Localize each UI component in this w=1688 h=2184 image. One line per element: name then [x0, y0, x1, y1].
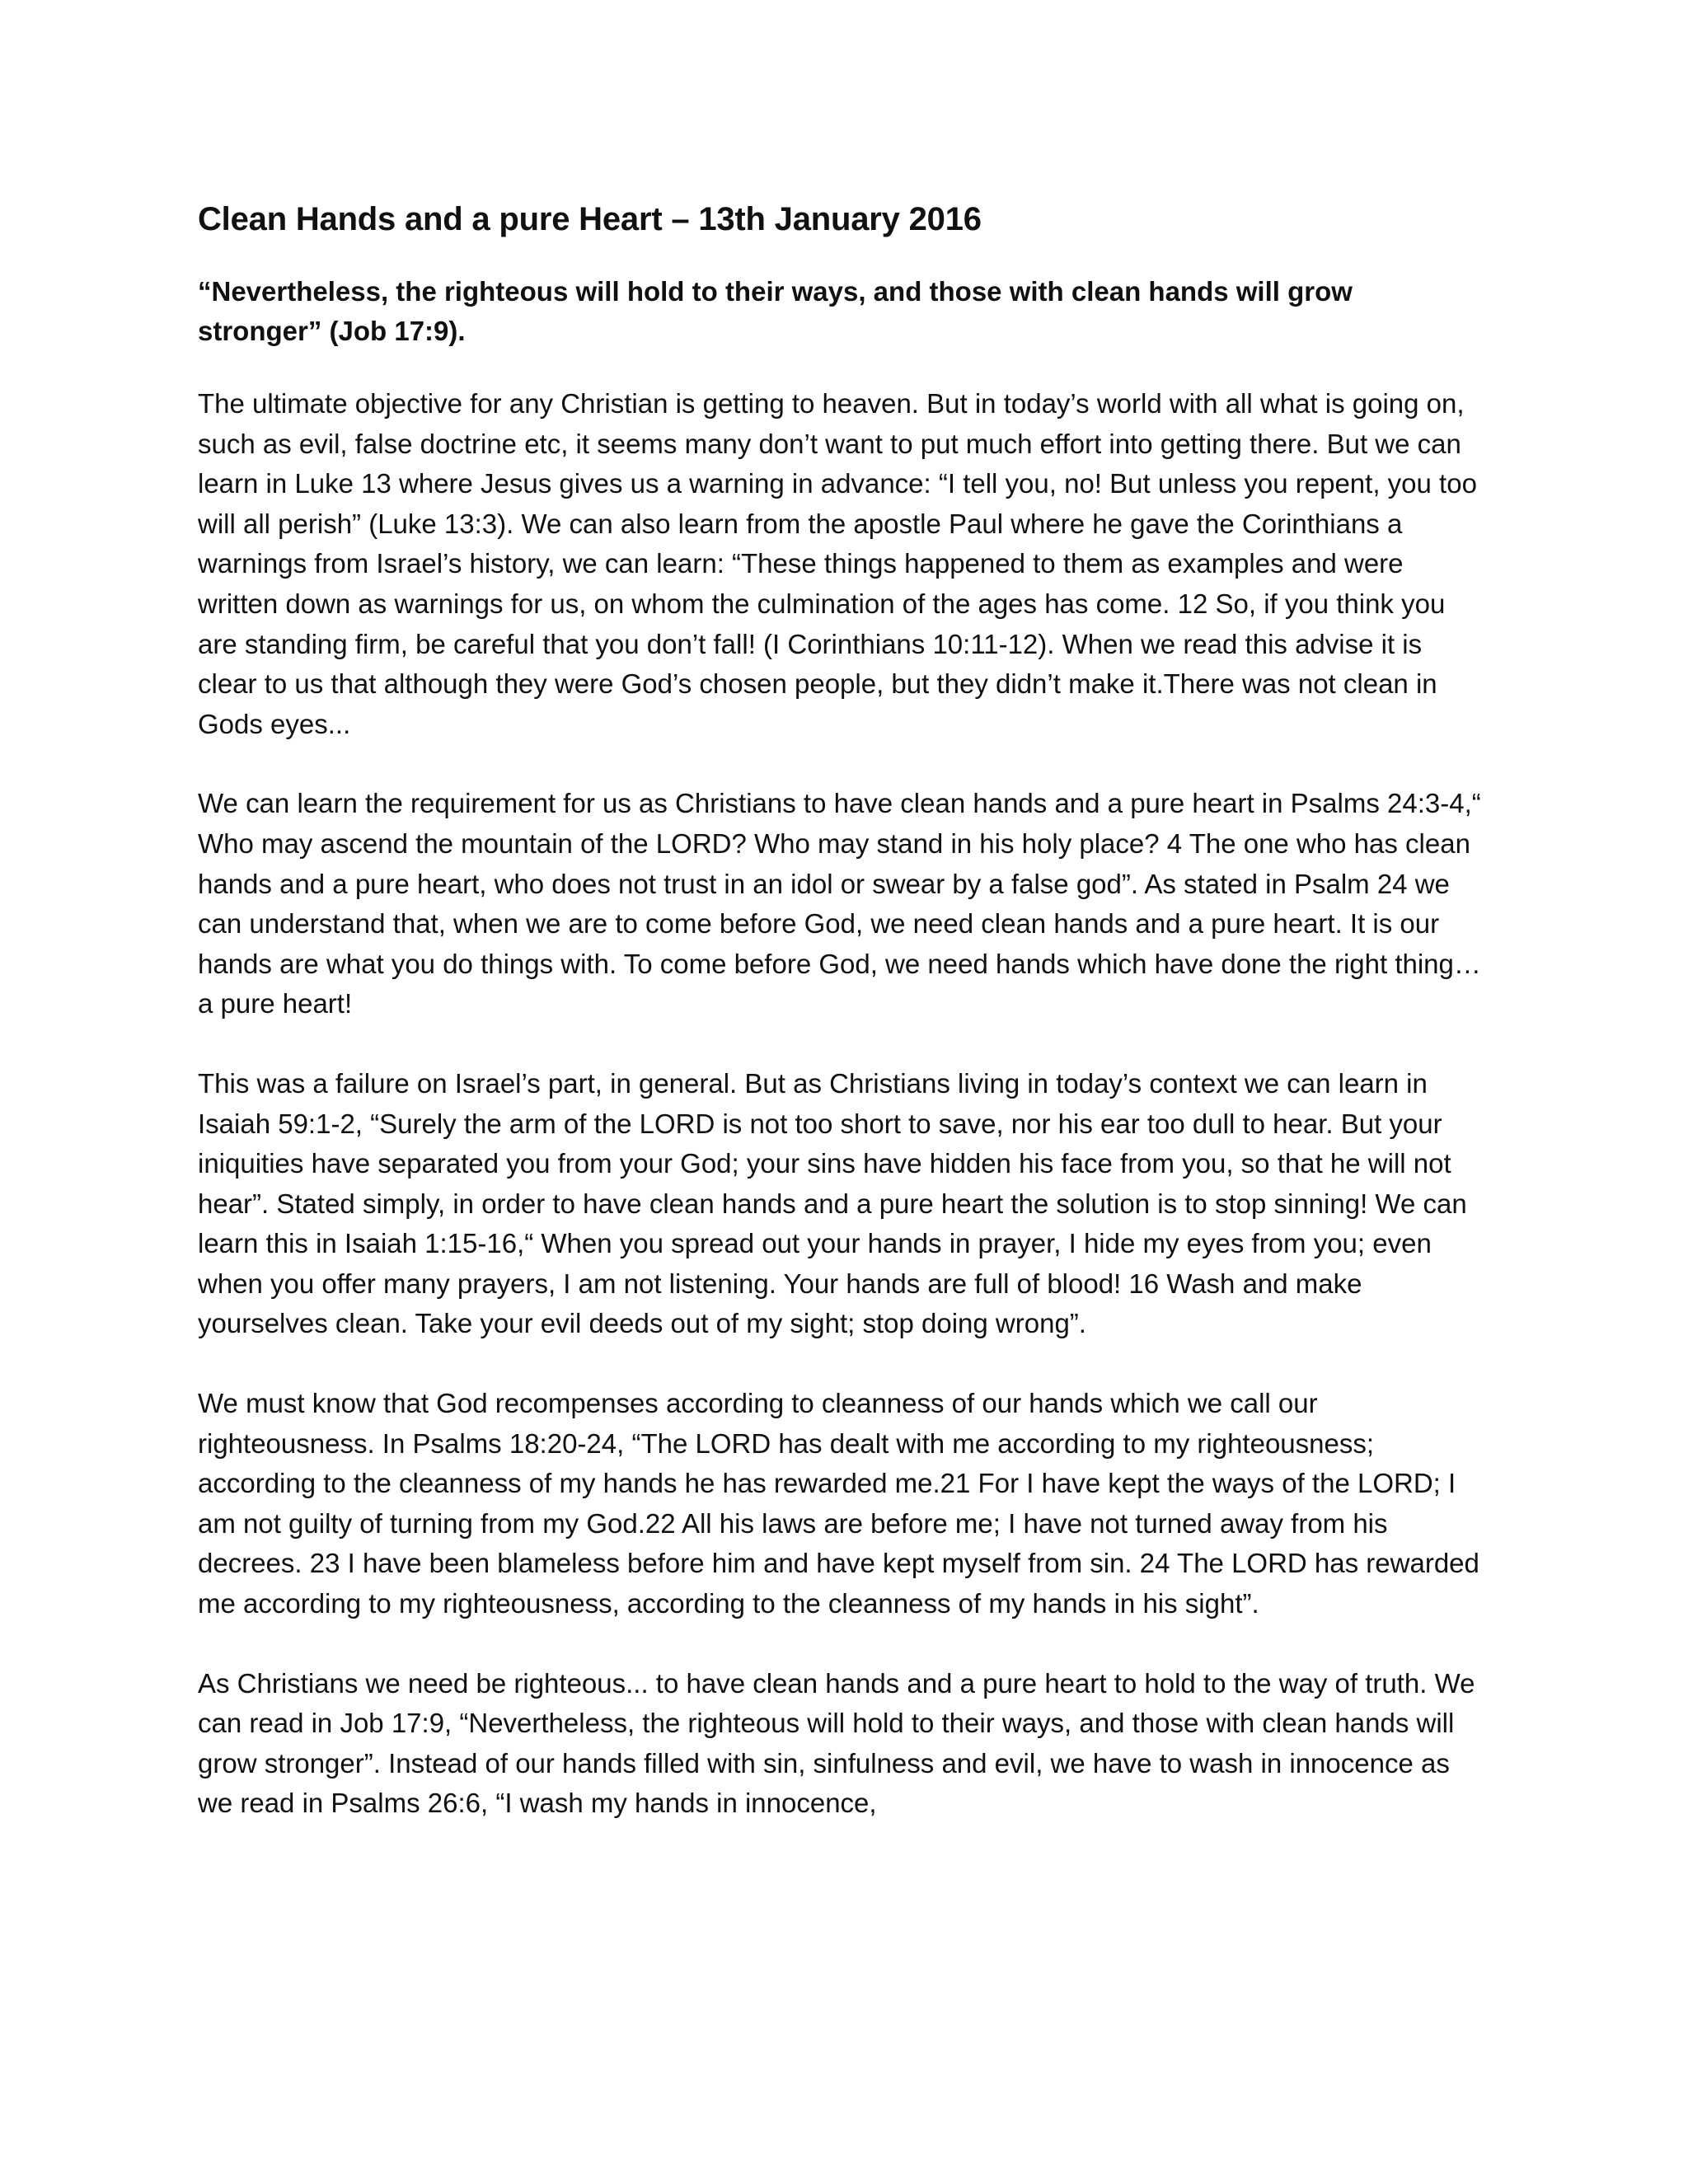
paragraph-2: We can learn the requirement for us as Christians to have clean hands and a pure heart in Psalms 24:3-4,“ Who may ascend the mountain of the LORD? Who may stand in his holy place? 4 The one who has clean hands and a pure heart, who does not trust in an idol or swear by a false god”. As stated in Psalm 24 we can understand that, when we are to come before God, we need clean hands and a pure heart. It is our hands are what you do things with. To come before God, we need hands which have done the right thing…a pure heart!: [198, 788, 1481, 1019]
document-page: [198, 196, 1484, 1863]
paragraph-5: As Christians we need be righteous... to have clean hands and a pure heart to hold to the way of truth. We can read in Job 17:9, “Nevertheless, the righteous will hold to their ways, and those with clean hands will grow stronger”. Instead of our hands filled with sin, sinfulness and evil, we have to wash in innocence as we read in Psalms 26:6, “I wash my hands in innocence,: [198, 1667, 1475, 1819]
document-title: Clean Hands and a pure Heart – 13th January 2016: [198, 201, 982, 237]
paragraph-4: We must know that God recompenses according to cleanness of our hands which we call our righteousness. In Psalms 18:20-24, “The LORD has dealt with me according to my righteousness; according to the cleanness of my hands he has rewarded me.21 For I have kept the ways of the LORD; I am not guilty of turning from my God.22 All his laws are before me; I have not turned away from his decrees. 23 I have been blameless before him and have kept myself from sin. 24 The LORD has rewarded me according to my righteousness, according to the cleanness of my hands in his sight”.: [198, 1388, 1479, 1619]
paragraph-1: The ultimate objective for any Christian is getting to heaven. But in today’s world with all what is going on, such as evil, false doctrine etc, it seems many don’t want to put much effort into getting there. But we can learn in Luke 13 where Jesus gives us a warning in advance: “I tell you, no! But unless you repent, you too will all perish” (Luke 13:3). We can also learn from the apostle Paul where he gave the Corinthians a warnings from Israel’s history, we can learn: “These things happened to them as examples and were written down as warnings for us, on whom the culmination of the ages has come. 12 So, if you think you are standing firm, be careful that you don’t fall! (I Corinthians 10:11-12). When we read this advise it is clear to us that although they were God’s chosen people, but they didn’t make it.There was not clean in Gods eyes...: [198, 388, 1477, 739]
opening-quote: “Nevertheless, the righteous will hold to their ways, and those with clean hands will grow stronger” (Job 17:9).: [198, 276, 1353, 346]
paragraph-3: This was a failure on Israel’s part, in general. But as Christians living in today’s context we can learn in Isaiah 59:1-2, “Surely the arm of the LORD is not too short to save, nor his ear too dull to hear. But your iniquities have separated you from your God; your sins have hidden his face from you, so that he will not hear”. Stated simply, in order to have clean hands and a pure heart the solution is to stop sinning! We can learn this in Isaiah 1:15-16,“ When you spread out your hands in prayer, I hide my eyes from you; even when you offer many prayers, I am not listening. Your hands are full of blood! 16 Wash and make yourselves clean. Take your evil deeds out of my sight; stop doing wrong”.: [198, 1067, 1467, 1339]
